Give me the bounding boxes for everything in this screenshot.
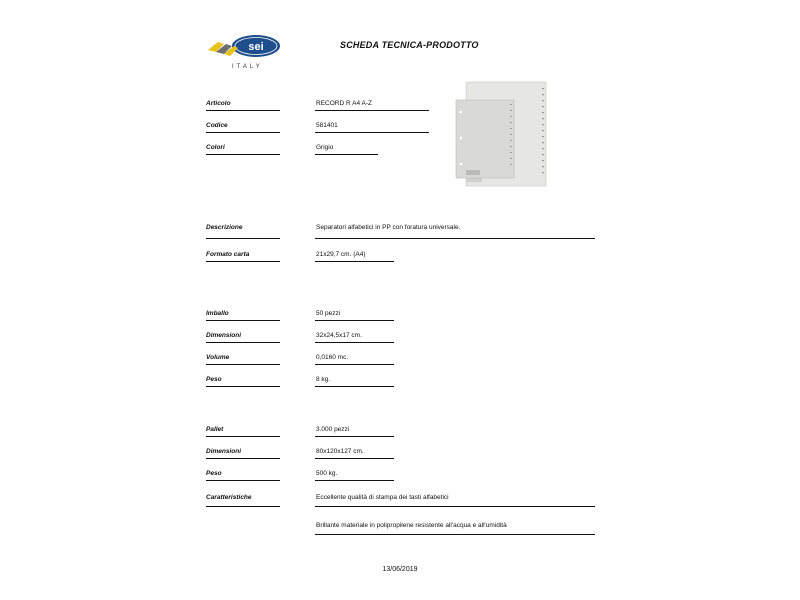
label-rule <box>206 480 280 481</box>
value-articolo: RECORD R A4 A-Z <box>316 100 372 107</box>
value-rule <box>315 534 595 535</box>
label-colori: Colori <box>206 144 225 151</box>
value-rule <box>315 342 394 343</box>
product-image <box>454 80 550 190</box>
label-rule <box>206 320 280 321</box>
value-colori: Grigio <box>316 144 334 151</box>
footer-date: 13/06/2019 <box>382 566 418 573</box>
label-rule <box>206 364 280 365</box>
label-dimensioni-pallet: Dimensioni <box>206 448 242 455</box>
label-caratteristiche: Caratteristiche <box>206 494 252 501</box>
value-rule <box>315 386 394 387</box>
value-descrizione: Separatori alfabetici in PP con foratura universale. <box>316 224 461 231</box>
value-rule <box>315 261 394 262</box>
value-rule <box>315 238 595 239</box>
label-pallet: Pallet <box>206 426 224 433</box>
value-rule <box>315 364 394 365</box>
label-peso-pallet: Peso <box>206 470 222 477</box>
label-dimensioni-imballo: Dimensioni <box>206 332 242 339</box>
value-dimensioni-imballo: 32x24,5x17 cm. <box>316 332 362 339</box>
value-caratteristiche-2: Brillante materiale in polipropilene resistente all'acqua e all'umidità <box>316 522 507 529</box>
value-rule <box>315 110 429 111</box>
value-rule <box>315 436 394 437</box>
label-rule <box>206 110 280 111</box>
label-articolo: Articolo <box>206 100 231 107</box>
value-rule <box>315 154 378 155</box>
label-imballo: Imballo <box>206 310 229 317</box>
label-rule <box>206 342 280 343</box>
label-rule <box>206 436 280 437</box>
label-formato-carta: Formato carta <box>206 251 250 258</box>
label-rule <box>206 154 280 155</box>
label-descrizione: Descrizione <box>206 224 243 231</box>
value-rule <box>315 132 429 133</box>
value-caratteristiche-1: Eccellente qualità di stampa dei tasti alfabetici <box>316 494 449 501</box>
label-codice: Codice <box>206 122 228 129</box>
label-rule <box>206 238 280 239</box>
value-rule <box>315 506 595 507</box>
value-volume: 0,0160 mc. <box>316 354 349 361</box>
value-peso-imballo: 8 kg. <box>316 376 331 383</box>
label-rule <box>206 261 280 262</box>
logo-text: ITALY <box>232 64 263 70</box>
label-peso-imballo: Peso <box>206 376 222 383</box>
value-rule <box>315 320 394 321</box>
value-pallet: 3.000 pezzi <box>316 426 350 433</box>
label-rule <box>206 132 280 133</box>
label-rule <box>206 506 280 507</box>
label-volume: Volume <box>206 354 230 361</box>
value-rule <box>315 480 394 481</box>
value-peso-pallet: 500 kg. <box>316 470 338 477</box>
value-formato-carta: 21x29,7 cm. (A4) <box>316 251 366 258</box>
svg-text:sei: sei <box>248 41 264 53</box>
value-codice: 581401 <box>316 122 338 129</box>
value-imballo: 50 pezzi <box>316 310 341 317</box>
value-dimensioni-pallet: 80x120x127 cm. <box>316 448 364 455</box>
document-title: SCHEDA TECNICA-PRODOTTO <box>340 40 479 50</box>
value-rule <box>315 458 394 459</box>
label-rule <box>206 458 280 459</box>
label-rule <box>206 386 280 387</box>
